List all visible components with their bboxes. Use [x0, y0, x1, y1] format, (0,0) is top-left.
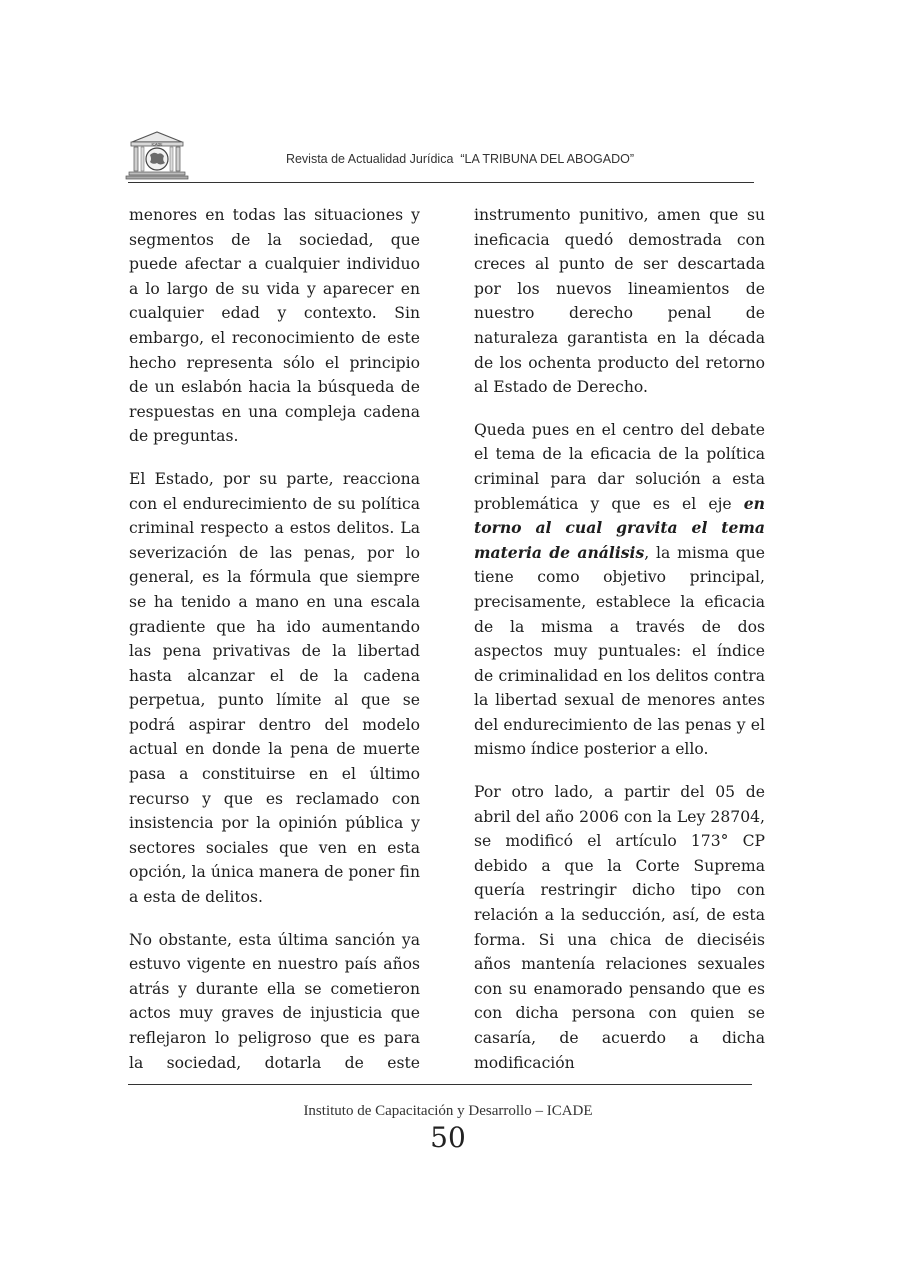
- svg-text:ICADE: ICADE: [151, 142, 163, 147]
- right-paragraph-3: Por otro lado, a partir del 05 de abril del año 2006 con la Ley 28704, se modificó el artículo 173° CP debido a que la Corte Suprema quería restringir dicho tipo con relación a la seducción, así, de esta forma. Si una chica de dieciséis años mantenía relaciones sexuales con su enamorado pensando que es con dicha persona con quien se casaría, de acuerdo a dicha modificación: [474, 783, 765, 1072]
- footer-institute: Instituto de Capacitación y Desarrollo – ICADE: [303, 1103, 593, 1119]
- journal-header-title: Revista de Actualidad Jurídica “LA TRIBUNA DEL ABOGADO”: [285, 152, 635, 166]
- right-paragraph-1: instrumento punitivo, amen que su ineficacia quedó demostrada con creces al punto de ser descartada por los nuevos lineamientos de nuestro derecho penal de naturaleza garantista en la década de los ochenta producto del retorno al Estado de Derecho.: [474, 206, 765, 397]
- emphasized-phrase: en torno al cual gravita el tema materia de análisis: [474, 493, 765, 562]
- icade-logo: [124, 130, 190, 182]
- left-paragraph-1: menores en todas las situaciones y segmentos de la sociedad, que puede afectar a cualquier individuo a lo largo de su vida y aparecer en cualquier edad y contexto. Sin embargo, el reconocimiento de este hecho representa sólo el principio de un eslabón hacia la búsqueda de respuestas en una compleja cadena de preguntas.: [129, 206, 420, 446]
- header-divider: [128, 182, 754, 183]
- left-paragraph-2: El Estado, por su parte, reacciona con el endurecimiento de su política criminal respecto a estos delitos. La severización de las penas, por lo general, es la fórmula que siempre se ha tenido a mano en una escala gradiente que ha ido aumentando las pena privativas de la libertad hasta alcanzar el de la cadena perpetua, punto límite al que se podrá aspirar dentro del modelo actual en donde la pena de muerte pasa a constituirse en el último recurso y que es reclamado con insistencia por la opinión pública y sectores sociales que ven en esta opción, la única manera de poner fin a esta de delitos.: [129, 469, 420, 907]
- right-column: [474, 203, 765, 1093]
- left-column: [129, 203, 420, 1093]
- footer-divider: [128, 1084, 752, 1085]
- left-paragraph-3: No obstante, esta última sanción ya estuvo vigente en nuestro país años atrás y durante ella se cometieron actos muy graves de injusticia que reflejaron lo peligroso que es para la sociedad, dotarla de este: [129, 930, 420, 1072]
- right-paragraph-2-end: , la misma que tiene como objetivo principal, precisamente, establece la eficacia de la misma a través de dos aspectos muy puntuales: el índice de criminalidad en los delitos contra la libertad sexual de menores antes del endurecimiento de las penas y el mismo índice posterior a ello.: [474, 543, 765, 759]
- right-paragraph-2: [474, 418, 765, 762]
- page-number: 50: [430, 1121, 466, 1154]
- right-paragraph-2-start: Queda pues en el centro del debate el tema de la eficacia de la política criminal para dar solución a esta problemática y que es el eje: [474, 420, 765, 513]
